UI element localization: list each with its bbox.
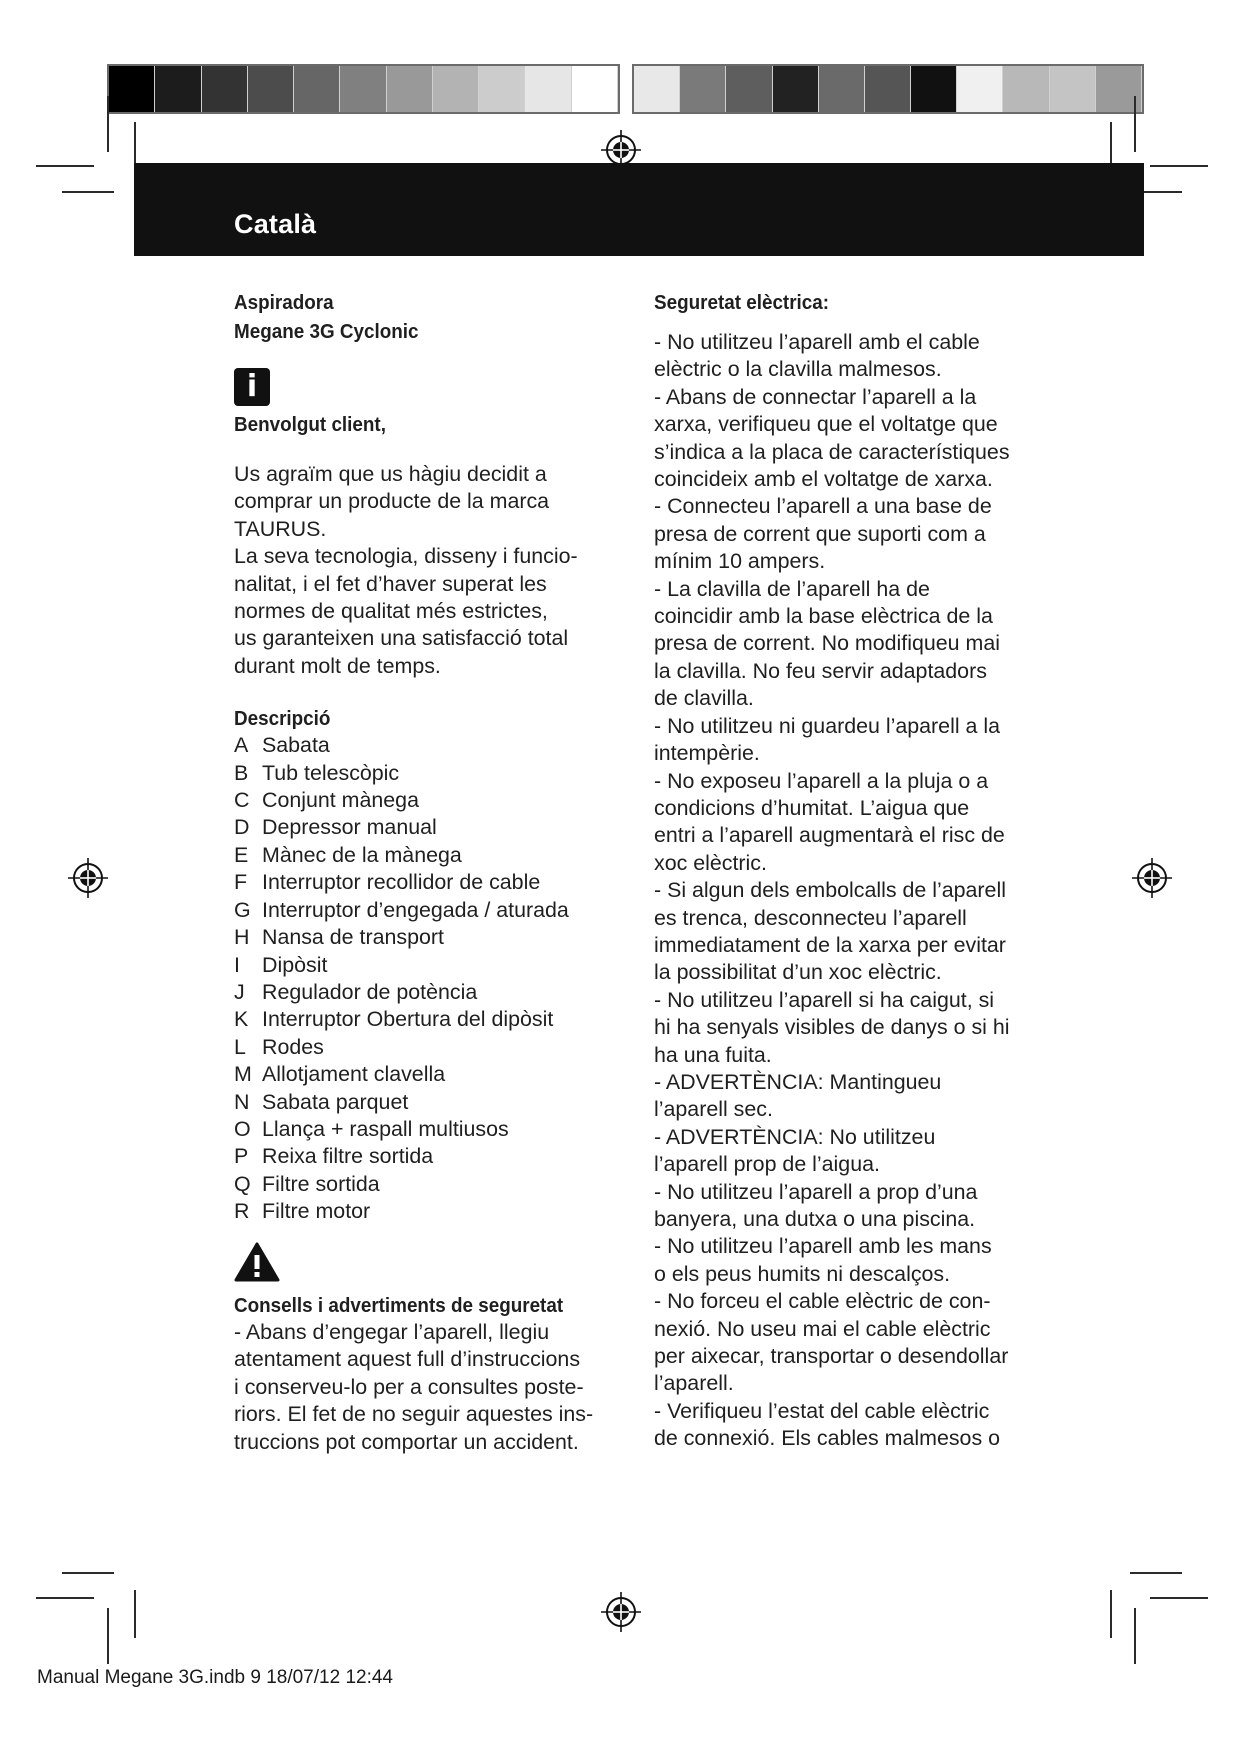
greeting: Benvolgut client, [234,413,386,436]
description-item [234,1171,634,1198]
description-item-letter: N [234,1089,250,1114]
electrical-safety-line: per aixecar, transportar o desendollar [654,1344,1009,1369]
description-item-letter: C [234,788,250,813]
description-item-letter: G [234,897,251,922]
crop-mark [62,1572,114,1574]
color-swatch [819,66,865,112]
intro-line: La seva tecnologia, disseny i funcio- [234,544,578,569]
electrical-safety-line: - No utilitzeu l’aparell amb les mans [654,1234,992,1259]
electrical-safety-line: hi ha senyals visibles de danys o si hi [654,1015,1010,1040]
electrical-safety-line: banyera, una dutxa o una piscina. [654,1207,976,1231]
registration-target-icon [601,1592,641,1632]
description-item-text: Interruptor recollidor de cable [262,870,541,895]
registration-target-icon [68,858,108,898]
description-item-text: Sabata [262,733,330,758]
color-swatch [572,66,618,112]
description-item-letter: H [234,925,250,950]
safety-heading: Consells i advertiments de seguretat [234,1293,564,1317]
description-item-text: Regulador de potència [262,979,478,1004]
description-item-letter: D [234,815,250,840]
description-item-letter: R [234,1199,250,1224]
description-item-text: Tub telescòpic [262,760,400,785]
electrical-safety-line: presa de corrent que suporti com a [654,521,986,546]
crop-mark [1134,96,1136,152]
electrical-safety-line: immediatament de la xarxa per evitar [654,932,1006,957]
description-item [234,1034,634,1061]
description-item-text: Reixa filtre sortida [262,1144,434,1169]
crop-mark [1134,1608,1136,1664]
description-item-text: Nansa de transport [262,925,444,950]
color-swatch [726,66,772,112]
color-swatch [773,66,819,112]
electrical-safety-line: la possibilitat d’un xoc elèctric. [654,960,942,985]
description-item [234,1116,634,1143]
color-swatch [525,66,571,112]
color-swatch [634,66,680,112]
color-swatch [248,66,294,112]
color-swatch [680,66,726,112]
intro-line: comprar un producte de la marca [234,489,550,514]
electrical-safety-line: - ADVERTÈNCIA: No utilitzeu [654,1124,936,1149]
electrical-safety-line: presa de corrent. No modifiqueu mai [654,631,1000,656]
electrical-safety-line: - No utilitzeu ni guardeu l’aparell a la [654,713,1001,738]
description-item-letter: F [234,870,248,895]
electrical-safety-line: es trenca, desconnecteu l’aparell [654,905,967,930]
electrical-safety-line: condicions d’humitat. L’aigua que [654,795,970,820]
description-item-text: Filtre motor [262,1199,371,1224]
intro-line: Us agraïm que us hàgiu decidit a [234,462,547,486]
product-heading-line: Aspiradora [234,291,334,314]
intro-line: TAURUS. [234,516,327,541]
electrical-safety-line: l’aparell. [654,1371,734,1396]
safety-line: riors. El fet de no seguir aquestes ins- [234,1402,594,1427]
description-item-text: Filtre sortida [262,1171,380,1196]
language-header-band [134,163,1144,256]
description-item-letter: Q [234,1171,251,1196]
description-item [234,924,634,951]
electrical-safety-line: mínim 10 ampers. [654,549,826,574]
description-item-letter: L [234,1034,246,1059]
description-item [234,760,634,787]
color-swatch [957,66,1003,112]
color-swatch [1003,66,1049,112]
crop-mark [36,1597,94,1599]
electrical-safety-line: o els peus humits ni descalços. [654,1261,951,1286]
registration-target-icon [1132,858,1172,898]
safety-line: atentament aquest full d’instruccions [234,1347,581,1372]
color-swatch [479,66,525,112]
crop-mark [1130,1572,1182,1574]
intro-line: nalitat, i el fet d’haver superat les [234,571,547,596]
electrical-safety-line: intempèrie. [654,741,760,766]
description-item-letter: M [234,1062,252,1087]
description-item [234,1143,634,1170]
electrical-safety-line: - Si algun dels embolcalls de l’aparell [654,878,1006,903]
color-bar-left [107,64,620,114]
electrical-safety-line: coincidir amb la base elèctrica de la [654,604,993,629]
electrical-safety-line: xoc elèctric. [654,850,767,875]
color-swatch [202,66,248,112]
crop-mark [36,165,94,167]
intro-line: durant molt de temps. [234,653,441,678]
electrical-safety-line: entri a l’aparell augmentarà el risc de [654,823,1005,848]
description-item-text: Sabata parquet [262,1089,409,1114]
safety-paragraph [234,1319,634,1456]
color-swatch [387,66,433,112]
description-item [234,869,634,896]
right-column [654,288,1074,1453]
description-item-letter: P [234,1144,249,1169]
electrical-safety-line: xarxa, verifiqueu que el voltatge que [654,412,998,437]
color-swatch [340,66,386,112]
electrical-safety-line: l’aparell sec. [654,1097,773,1122]
intro-paragraph [234,461,634,680]
product-heading-line: Megane 3G Cyclonic [234,320,419,343]
description-item-text: Dipòsit [262,952,328,977]
description-item [234,842,634,869]
safety-line: truccions pot comportar un accident. [234,1429,579,1454]
electrical-safety-line: - No utilitzeu l’aparell si ha caigut, si [654,987,995,1012]
electrical-safety-line: elèctric o la clavilla malmesos. [654,357,942,382]
safety-line: - Abans d’engegar l’aparell, llegiu [234,1319,550,1344]
color-swatch [865,66,911,112]
crop-mark [107,1608,109,1664]
description-item-letter: B [234,760,249,785]
electrical-safety-line: de clavilla. [654,686,754,711]
electrical-safety-line: - Verifiqueu l’estat del cable elèctric [654,1398,990,1423]
description-item-text: Allotjament clavella [262,1062,446,1087]
color-swatch [294,66,340,112]
description-item-text: Llança + raspall multiusos [262,1116,509,1141]
description-item-text: Conjunt mànega [262,788,419,813]
left-column [234,288,634,1456]
electrical-safety-line: la clavilla. No feu servir adaptadors [654,658,987,683]
electrical-safety-line: s’indica a la placa de característiques [654,439,1010,464]
electrical-safety-line: de connexió. Els cables malmesos o [654,1426,1000,1451]
language-title: Català [234,209,317,239]
electrical-safety-line: ha una fuita. [654,1042,772,1067]
description-item-text: Depressor manual [262,815,437,840]
description-item-letter: A [234,733,249,758]
description-item [234,787,634,814]
electrical-safety-line: - No utilitzeu l’aparell amb el cable [654,330,980,354]
description-item-letter: I [234,952,240,977]
electrical-safety-line: - No forceu el cable elèctric de con- [654,1289,991,1314]
crop-mark [62,191,114,193]
color-swatch [1050,66,1096,112]
crop-mark [1150,165,1208,167]
electrical-safety-line: - La clavilla de l’aparell ha de [654,576,930,601]
description-item-text: Interruptor Obertura del dipòsit [262,1007,554,1032]
description-item [234,897,634,924]
description-item-letter: E [234,842,249,867]
description-item-letter: O [234,1116,251,1141]
electrical-safety-line: - Abans de connectar l’aparell a la [654,384,977,409]
description-item-letter: J [234,979,245,1004]
color-swatch [109,66,155,112]
electrical-safety-line: nexió. No useu mai el cable elèctric [654,1316,991,1341]
crop-mark [1150,1597,1208,1599]
intro-line: normes de qualitat més estrictes, [234,599,548,624]
electrical-safety-list [654,329,1074,1453]
electrical-safety-line: l’aparell prop de l’aigua. [654,1152,880,1177]
description-item [234,952,634,979]
description-item [234,1198,634,1225]
electrical-safety-line: - No exposeu l’aparell a la pluja o a [654,768,989,793]
description-item [234,1006,634,1033]
description-item-text: Interruptor d’engegada / aturada [262,897,569,922]
description-item [234,979,634,1006]
print-file-info: Manual Megane 3G.indb 9 18/07/12 12:44 [37,1667,393,1688]
description-item-letter: K [234,1007,249,1032]
crop-mark [107,96,109,152]
color-swatch [911,66,957,112]
description-heading: Descripció [234,707,331,731]
description-item [234,814,634,841]
color-swatch [433,66,479,112]
description-list [234,732,634,1225]
description-item-text: Rodes [262,1034,324,1059]
description-item [234,1089,634,1116]
safety-line: i conserveu-lo per a consultes poste- [234,1374,584,1399]
electrical-safety-heading: Seguretat elèctrica: [654,291,830,314]
description-item [234,732,634,759]
crop-mark [1110,1590,1112,1638]
description-item-text: Mànec de la mànega [262,842,462,867]
info-icon: i [234,368,270,406]
description-item [234,1061,634,1088]
electrical-safety-line: coincideix amb el voltatge de xarxa. [654,467,993,492]
electrical-safety-line: - Connecteu l’aparell a una base de [654,494,992,519]
intro-line: us garanteixen una satisfacció total [234,626,569,651]
electrical-safety-line: - ADVERTÈNCIA: Mantingueu [654,1069,942,1094]
warning-icon [234,1242,280,1282]
color-swatch [155,66,201,112]
color-bar-right [632,64,1144,114]
crop-mark [134,1590,136,1638]
electrical-safety-line: - No utilitzeu l’aparell a prop d’una [654,1179,978,1204]
